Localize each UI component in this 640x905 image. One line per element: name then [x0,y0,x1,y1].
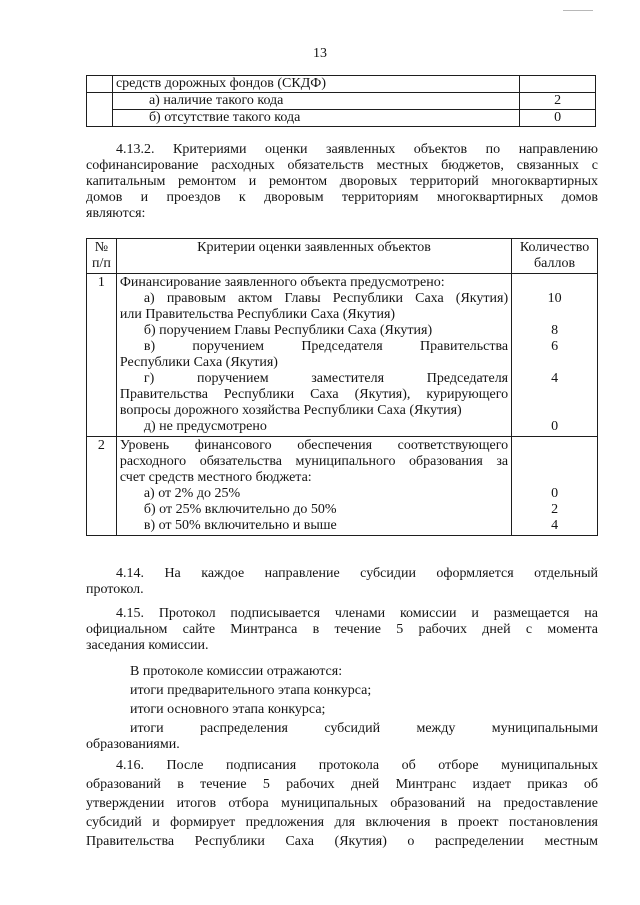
text-line: протокол. [86,582,144,597]
score-cell [512,437,598,536]
continuation-table [86,75,596,127]
paragraph-4-13-2 [86,142,598,222]
score-value: 6 [551,339,559,354]
header-mark [563,10,593,11]
text-line: 4.15. Протокол подписывается членами комиссии и размещается на [116,606,598,621]
text-line: образований в течение 5 рабочих дней Минтранс издает приказ об [86,777,598,792]
text-line: официальном сайте Минтранса в течение 5 рабочих дней с момента [86,622,598,637]
score-value [515,470,594,486]
row-number [87,93,113,127]
table-row [87,274,598,437]
criterion-line: а) от 2% до 25% [143,486,241,501]
text-line: субсидий и формирует предложения для включения в проект постановления [86,815,598,830]
score-value: 0 [520,110,596,127]
criterion-line: б) поручением Главы Республики Саха (Якутия) [143,323,433,338]
text-line: В протоколе комиссии отражаются: [130,664,343,679]
score-value [515,454,594,470]
paragraph-4-14 [86,566,598,598]
text-line: заседания комиссии. [86,638,209,653]
protocol-contents [86,664,598,753]
page-number: 13 [313,46,327,61]
row-number [87,76,113,93]
text-line: домов и проездов к дворовым территориям многоквартирных домов [86,190,598,205]
criterion-text: б) отсутствие такого кода [112,110,519,127]
criteria-table [86,238,598,536]
criterion-line: вопросы дорожного хозяйства Республики Саха (Якутия) [119,403,462,418]
criterion-line: Правительства Республики Саха (Якутия), курирующего [119,387,509,402]
criterion-text: а) наличие такого кода [112,93,519,110]
score-value [515,307,594,323]
header-criterion: Критерии оценки заявленных объектов [116,239,511,274]
table-header-row [87,239,598,274]
score-value [520,76,596,93]
criterion-line: а) правовым актом Главы Республики Саха (Якутия) [143,291,509,306]
text-line: образованиями. [86,737,180,752]
criterion-line: счет средств местного бюджета: [119,470,312,485]
table-row [87,93,596,110]
text-line: софинансирование расходных обязательств местных бюджетов, связанных с [86,158,598,173]
table-row [87,110,596,127]
table-row [87,437,598,536]
row-number: 2 [87,437,117,536]
text-line: 4.14. На каждое направление субсидии оформляется отдельный [116,566,598,581]
header-text: баллов [534,256,576,271]
score-cell [512,274,598,437]
score-value: 4 [551,371,559,386]
score-value [515,355,594,371]
header-text: № [94,240,109,255]
row-number: 1 [87,274,117,437]
score-value: 4 [551,518,559,533]
text-line: Правительства Республики Саха (Якутия) о распределении местным [86,834,598,849]
score-value [515,387,594,403]
criterion-line: в) поручением Председателя Правительства [143,339,509,354]
text-line: итоги распределения субсидий между муниципальными [130,721,598,736]
criterion-line: г) поручением заместителя Председателя [143,371,509,386]
criterion-line: расходного обязательства муниципального образования за [119,454,509,469]
score-value [515,275,594,291]
text-line: итоги основного этапа конкурса; [130,702,326,717]
text-line: итоги предварительного этапа конкурса; [130,683,372,698]
criterion-line: или Правительства Республики Саха (Якутия) [119,307,396,322]
score-value: 8 [551,323,559,338]
criterion-cell [116,437,511,536]
criterion-line: б) от 25% включительно до 50% [143,502,337,517]
score-value [515,438,594,454]
text-line: капитальным ремонтом и ремонтом дворовых территорий многоквартирных [86,174,598,189]
score-value: 2 [551,502,559,517]
text-line: являются: [86,206,146,221]
criterion-line: д) не предусмотрено [143,419,267,434]
criterion-cell [116,274,511,437]
header-text: п/п [91,256,111,271]
score-value: 0 [551,486,559,501]
paragraph-4-15 [86,606,598,654]
table-row [87,76,596,93]
header-score [512,239,598,274]
criterion-line: Финансирование заявленного объекта предусмотрено: [119,275,445,290]
criterion-line: в) от 50% включительно и выше [143,518,337,533]
header-number [87,239,117,274]
criterion-line: Уровень финансового обеспечения соответствующего [119,438,509,453]
score-value: 0 [551,419,559,434]
score-value [515,403,594,419]
criterion-line: Республики Саха (Якутия) [119,355,278,370]
score-value: 2 [520,93,596,110]
criterion-text: средств дорожных фондов (СКДФ) [112,76,519,93]
text-line: утверждении итогов отбора муниципальных образований на предоставление [86,796,598,811]
text-line: 4.16. После подписания протокола об отборе муниципальных [116,758,598,773]
text-line: 4.13.2. Критериями оценки заявленных объектов по направлению [116,142,598,157]
score-value: 10 [547,291,562,306]
paragraph-4-16 [86,756,598,851]
header-text: Количество [519,240,590,255]
